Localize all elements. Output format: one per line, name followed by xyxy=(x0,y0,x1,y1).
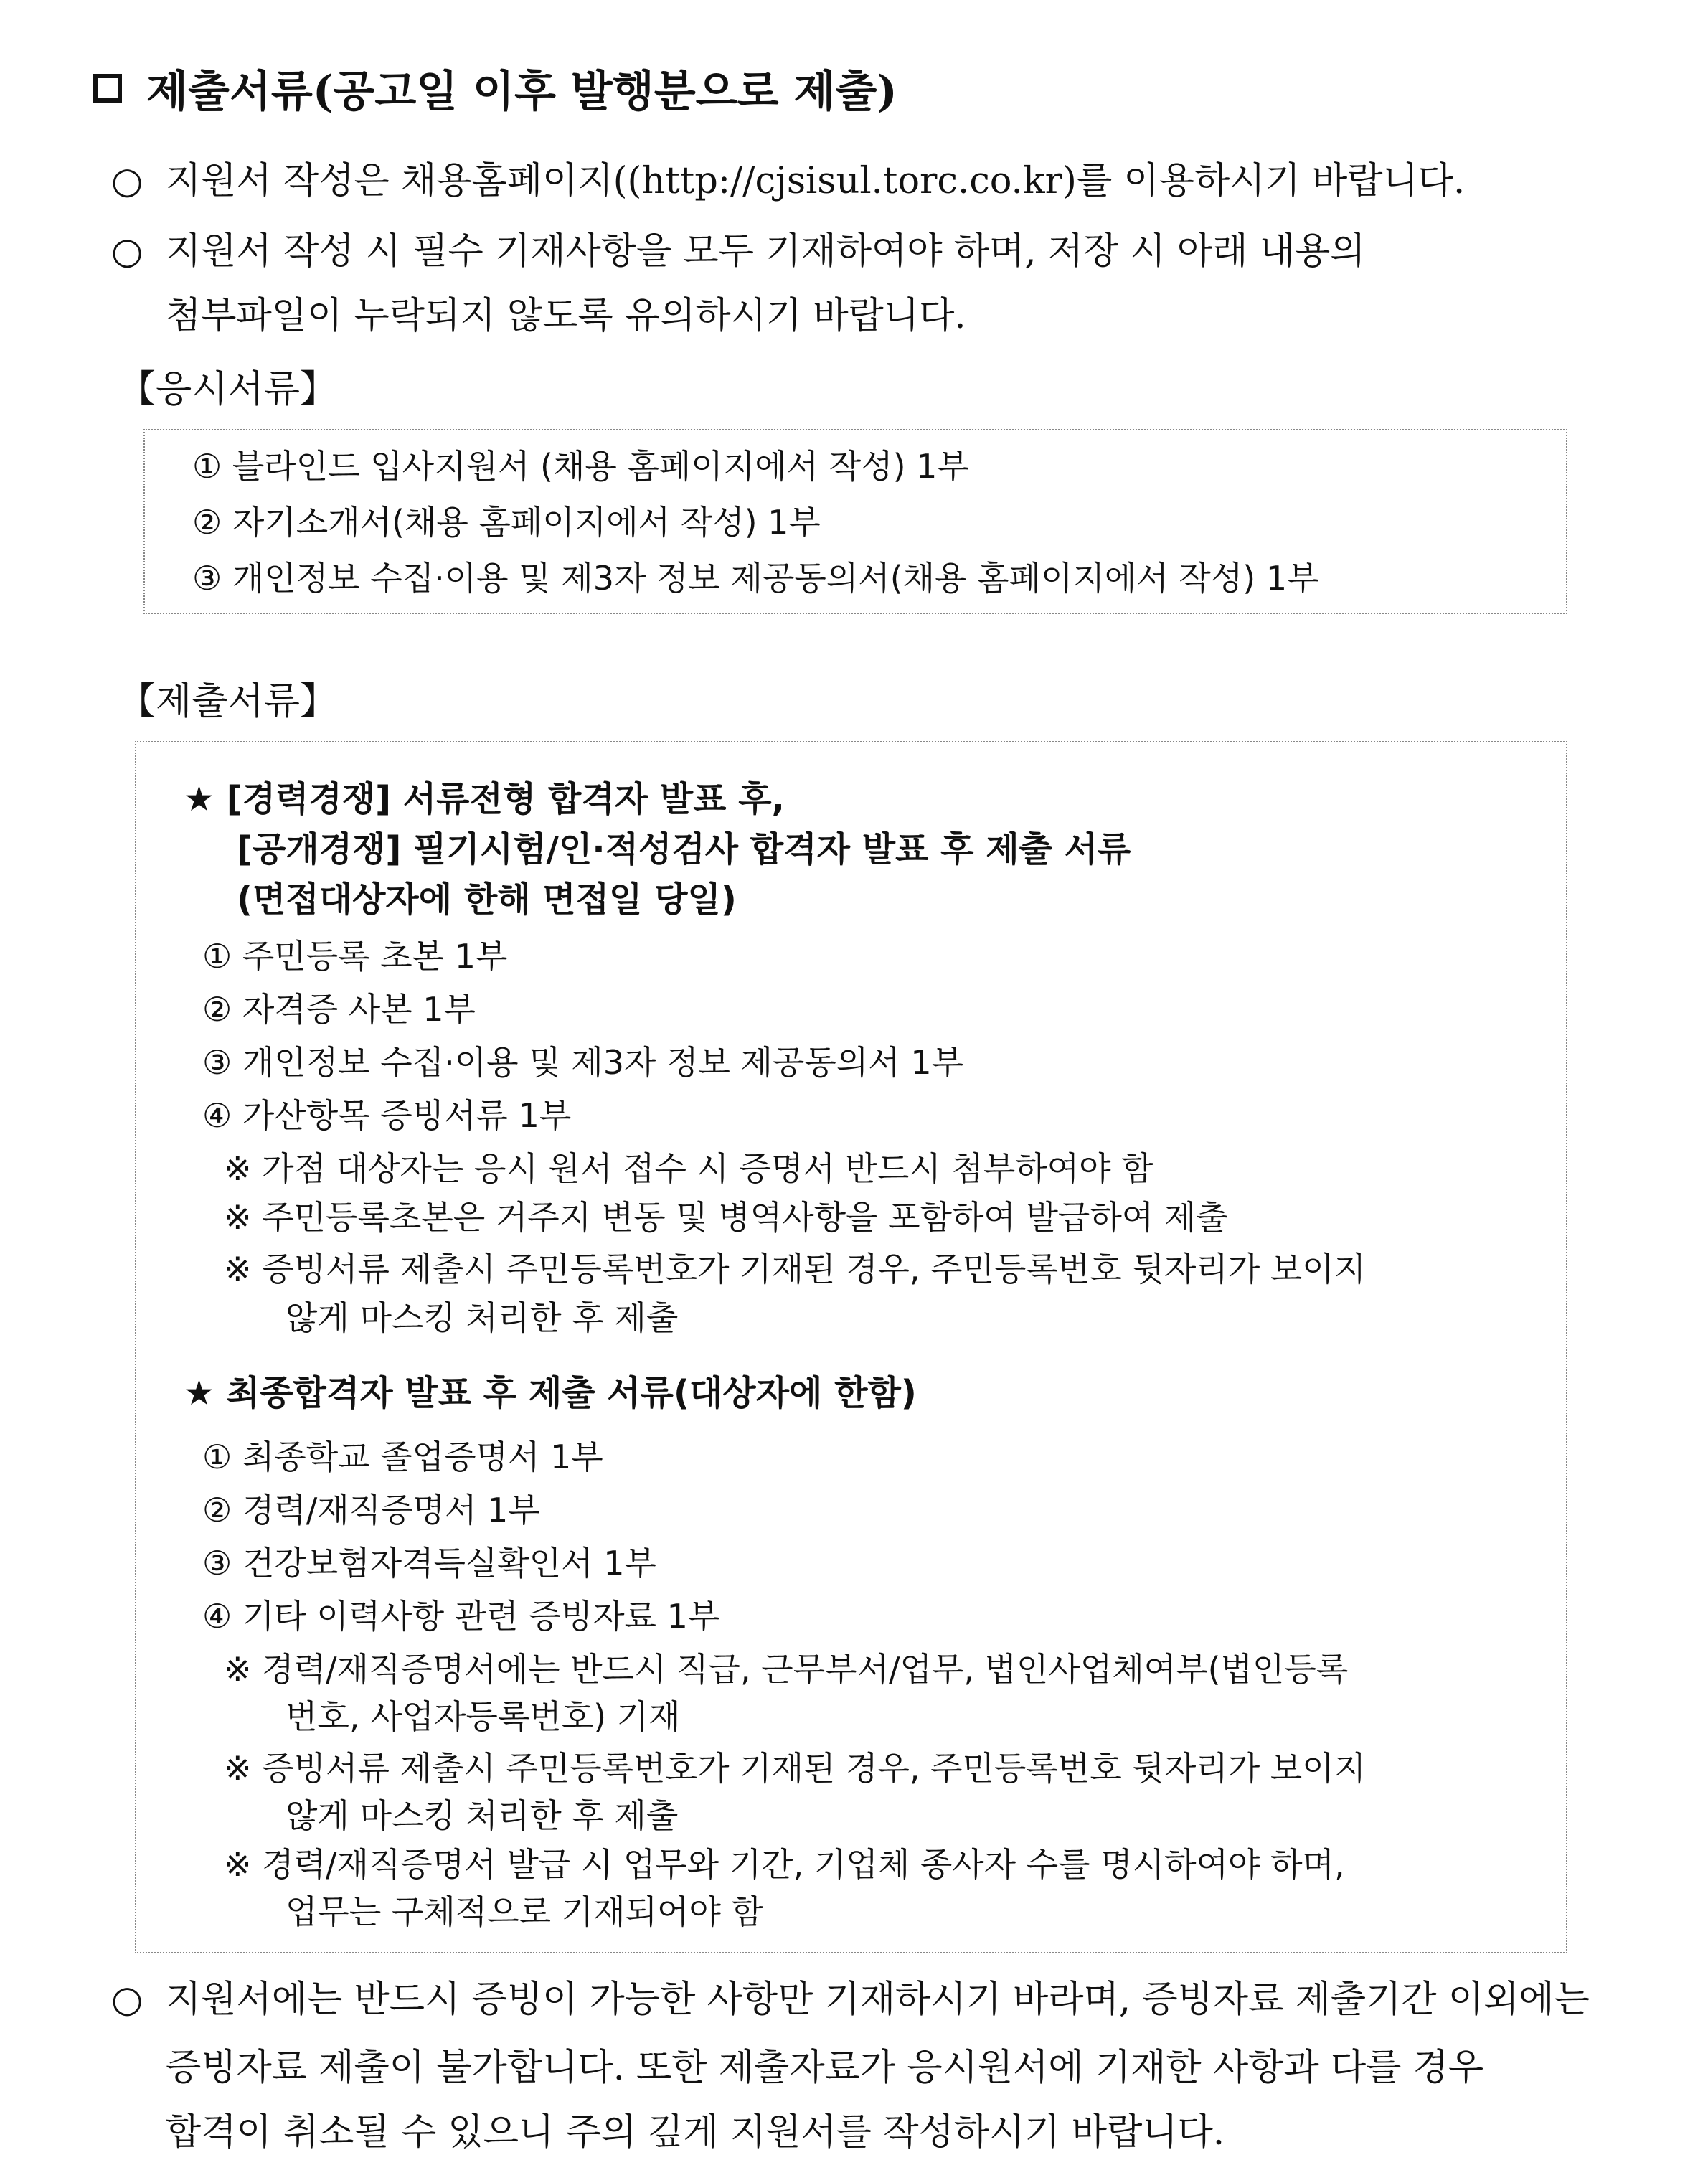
section-heading xyxy=(93,57,897,119)
intro-line-2a: 지원서 작성 시 필수 기재사항을 모두 기재하여야 하며, 저장 시 아래 내용의 xyxy=(166,230,1366,273)
section1-title-3: (면접대상자에 한해 면접일 당일) xyxy=(237,879,737,920)
section1-note: ※ 가점 대상자는 응시 원서 접수 시 증명서 반드시 첨부하여야 함 xyxy=(224,1149,1153,1188)
intro-line-2b: 첨부파일이 누락되지 않도록 유의하시기 바랍니다. xyxy=(166,295,966,337)
circle-bullet-icon: ○ xyxy=(111,230,143,273)
closing-bullet xyxy=(111,1969,1590,2022)
section2-note-3-cont: 업무는 구체적으로 기재되어야 함 xyxy=(286,1892,763,1931)
section2-item: ① 최종학교 졸업증명서 1부 xyxy=(202,1438,603,1476)
closing-line-3: 합격이 취소될 수 있으니 주의 깊게 지원서를 작성하시기 바랍니다. xyxy=(166,2111,1225,2154)
section2-item: ② 경력/재직증명서 1부 xyxy=(202,1491,540,1529)
section1-item: ③ 개인정보 수집·이용 및 제3자 정보 제공동의서 1부 xyxy=(202,1043,964,1082)
section1-item: ② 자격증 사본 1부 xyxy=(202,990,476,1029)
section2-note-1-cont: 번호, 사업자등록번호) 기재 xyxy=(286,1697,681,1736)
section-heading-text: 제출서류(공고일 이후 발행분으로 제출) xyxy=(146,67,897,117)
section2-note-3: ※ 경력/재직증명서 발급 시 업무와 기간, 기업체 종사자 수를 명시하여야 하며, xyxy=(224,1845,1345,1884)
section1-item: ④ 가산항목 증빙서류 1부 xyxy=(202,1096,572,1135)
section2-note-2-cont: 않게 마스킹 처리한 후 제출 xyxy=(286,1796,679,1835)
application-doc-item: ③ 개인정보 수집·이용 및 제3자 정보 제공동의서(채용 홈페이지에서 작성) 1부 xyxy=(192,559,1319,598)
section1-note: ※ 주민등록초본은 거주지 변동 및 병역사항을 포함하여 발급하여 제출 xyxy=(224,1198,1228,1237)
section2-item: ④ 기타 이력사항 관련 증빙자료 1부 xyxy=(202,1597,720,1636)
intro-bullet-1 xyxy=(111,151,1465,204)
closing-line-1: 지원서에는 반드시 증빙이 가능한 사항만 기재하시기 바라며, 증빙자료 제출기간 이외에는 xyxy=(166,1979,1590,2021)
section1-title-1: ★ [경력경쟁] 서류전형 합격자 발표 후, xyxy=(184,779,785,819)
application-doc-item: ① 블라인드 입사지원서 (채용 홈페이지에서 작성) 1부 xyxy=(192,447,969,486)
submission-docs-box xyxy=(135,741,1567,1953)
intro-bullet-2 xyxy=(111,221,1366,274)
circle-bullet-icon: ○ xyxy=(111,160,143,202)
application-docs-label: 【응시서류】 xyxy=(118,368,337,411)
circle-bullet-icon: ○ xyxy=(111,1979,143,2021)
section1-note: ※ 증빙서류 제출시 주민등록번호가 기재된 경우, 주민등록번호 뒷자리가 보이지 xyxy=(224,1250,1367,1288)
section2-note-2: ※ 증빙서류 제출시 주민등록번호가 기재된 경우, 주민등록번호 뒷자리가 보이지 xyxy=(224,1749,1367,1788)
submission-docs-label: 【제출서류】 xyxy=(118,680,337,723)
application-docs-box xyxy=(143,429,1567,614)
section1-item: ① 주민등록 초본 1부 xyxy=(202,937,508,976)
intro-line-1: 지원서 작성은 채용홈페이지((http://cjsisul.torc.co.kr)를 이용하시기 바랍니다. xyxy=(166,160,1466,202)
section2-item: ③ 건강보험자격득실확인서 1부 xyxy=(202,1544,656,1583)
section2-title: ★ 최종합격자 발표 후 제출 서류(대상자에 한함) xyxy=(184,1373,917,1413)
section1-title-2: [공개경쟁] 필기시험/인·적성검사 합격자 발표 후 제출 서류 xyxy=(237,829,1131,869)
section1-note-cont: 않게 마스킹 처리한 후 제출 xyxy=(286,1298,679,1337)
application-doc-item: ② 자기소개서(채용 홈페이지에서 작성) 1부 xyxy=(192,503,821,542)
closing-line-2: 증빙자료 제출이 불가합니다. 또한 제출자료가 응시원서에 기재한 사항과 다를 경우 xyxy=(166,2047,1484,2089)
section2-note-1: ※ 경력/재직증명서에는 반드시 직급, 근무부서/업무, 법인사업체여부(법인등록 xyxy=(224,1650,1349,1689)
square-bullet-icon xyxy=(93,74,122,103)
